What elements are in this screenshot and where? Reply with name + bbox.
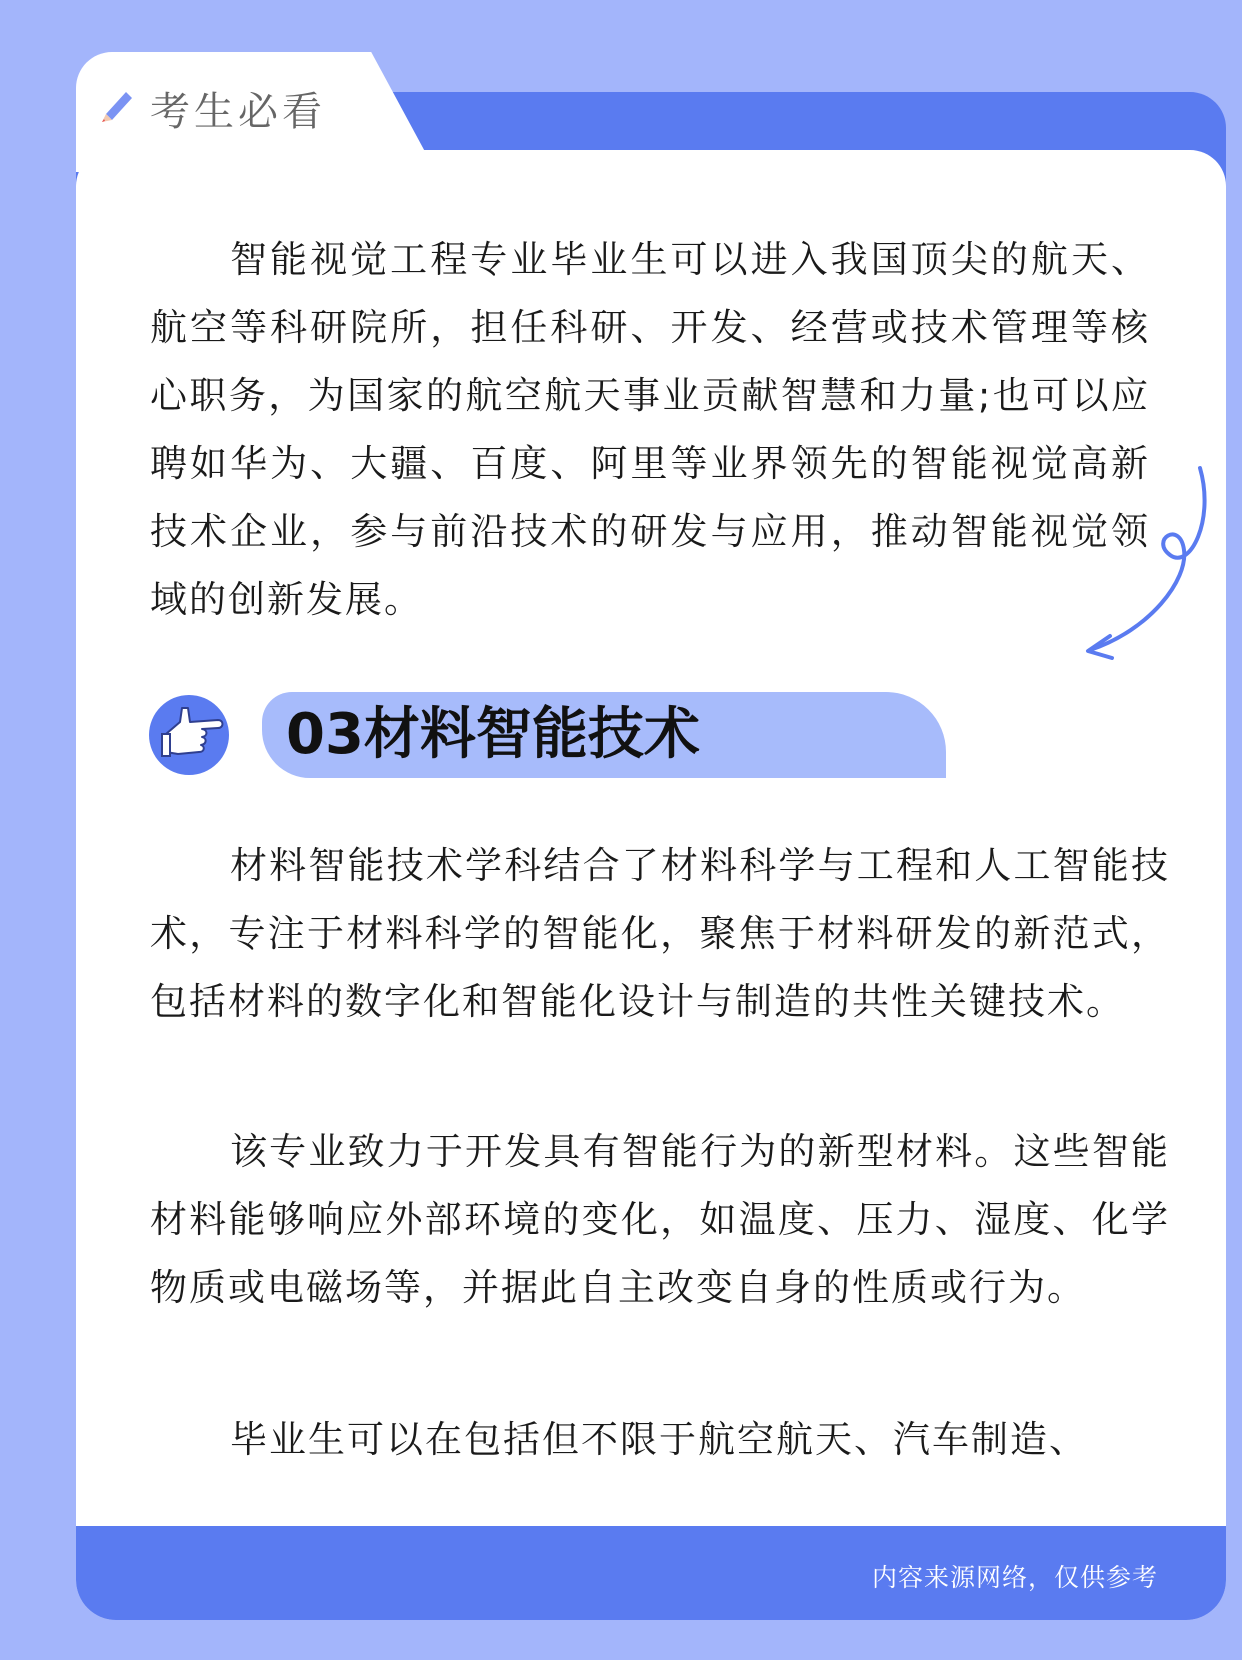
section2-paragraph-2: 该专业致力于开发具有智能行为的新型材料。这些智能材料能够响应外部环境的变化，如温度、压力、湿度、化学物质或电磁场等，并据此自主改变自身的性质或行为。 xyxy=(150,1130,1170,1309)
pencil-icon xyxy=(100,86,136,122)
tab-title: 考生必看 xyxy=(150,89,326,135)
section2-paragraph-1: 材料智能技术学科结合了材料科学与工程和人工智能技术，专注于材料科学的智能化，聚焦于材料研发的新范式，包括材料的数字化和智能化设计与制造的共性关键技术。 xyxy=(150,844,1170,1023)
section1-paragraph: 智能视觉工程专业毕业生可以进入我国顶尖的航天、航空等科研院所，担任科研、开发、经营或技术管理等核心职务，为国家的航空航天事业贡献智慧和力量;也可以应聘如华为、大疆、百度、阿里等业界领先的智能视觉高新技术企业，参与前沿技术的研发与应用，推动智能视觉领域的创新发展。 xyxy=(150,238,1150,621)
pointing-hand-icon xyxy=(148,694,230,776)
section2-paragraph-3: 毕业生可以在包括但不限于航空航天、汽车制造、 xyxy=(230,1418,1088,1461)
footer-note: 内容来源网络，仅供参考 xyxy=(871,1563,1158,1592)
curly-arrow-icon xyxy=(1080,460,1210,660)
section-heading: 03材料智能技术 xyxy=(286,702,700,767)
